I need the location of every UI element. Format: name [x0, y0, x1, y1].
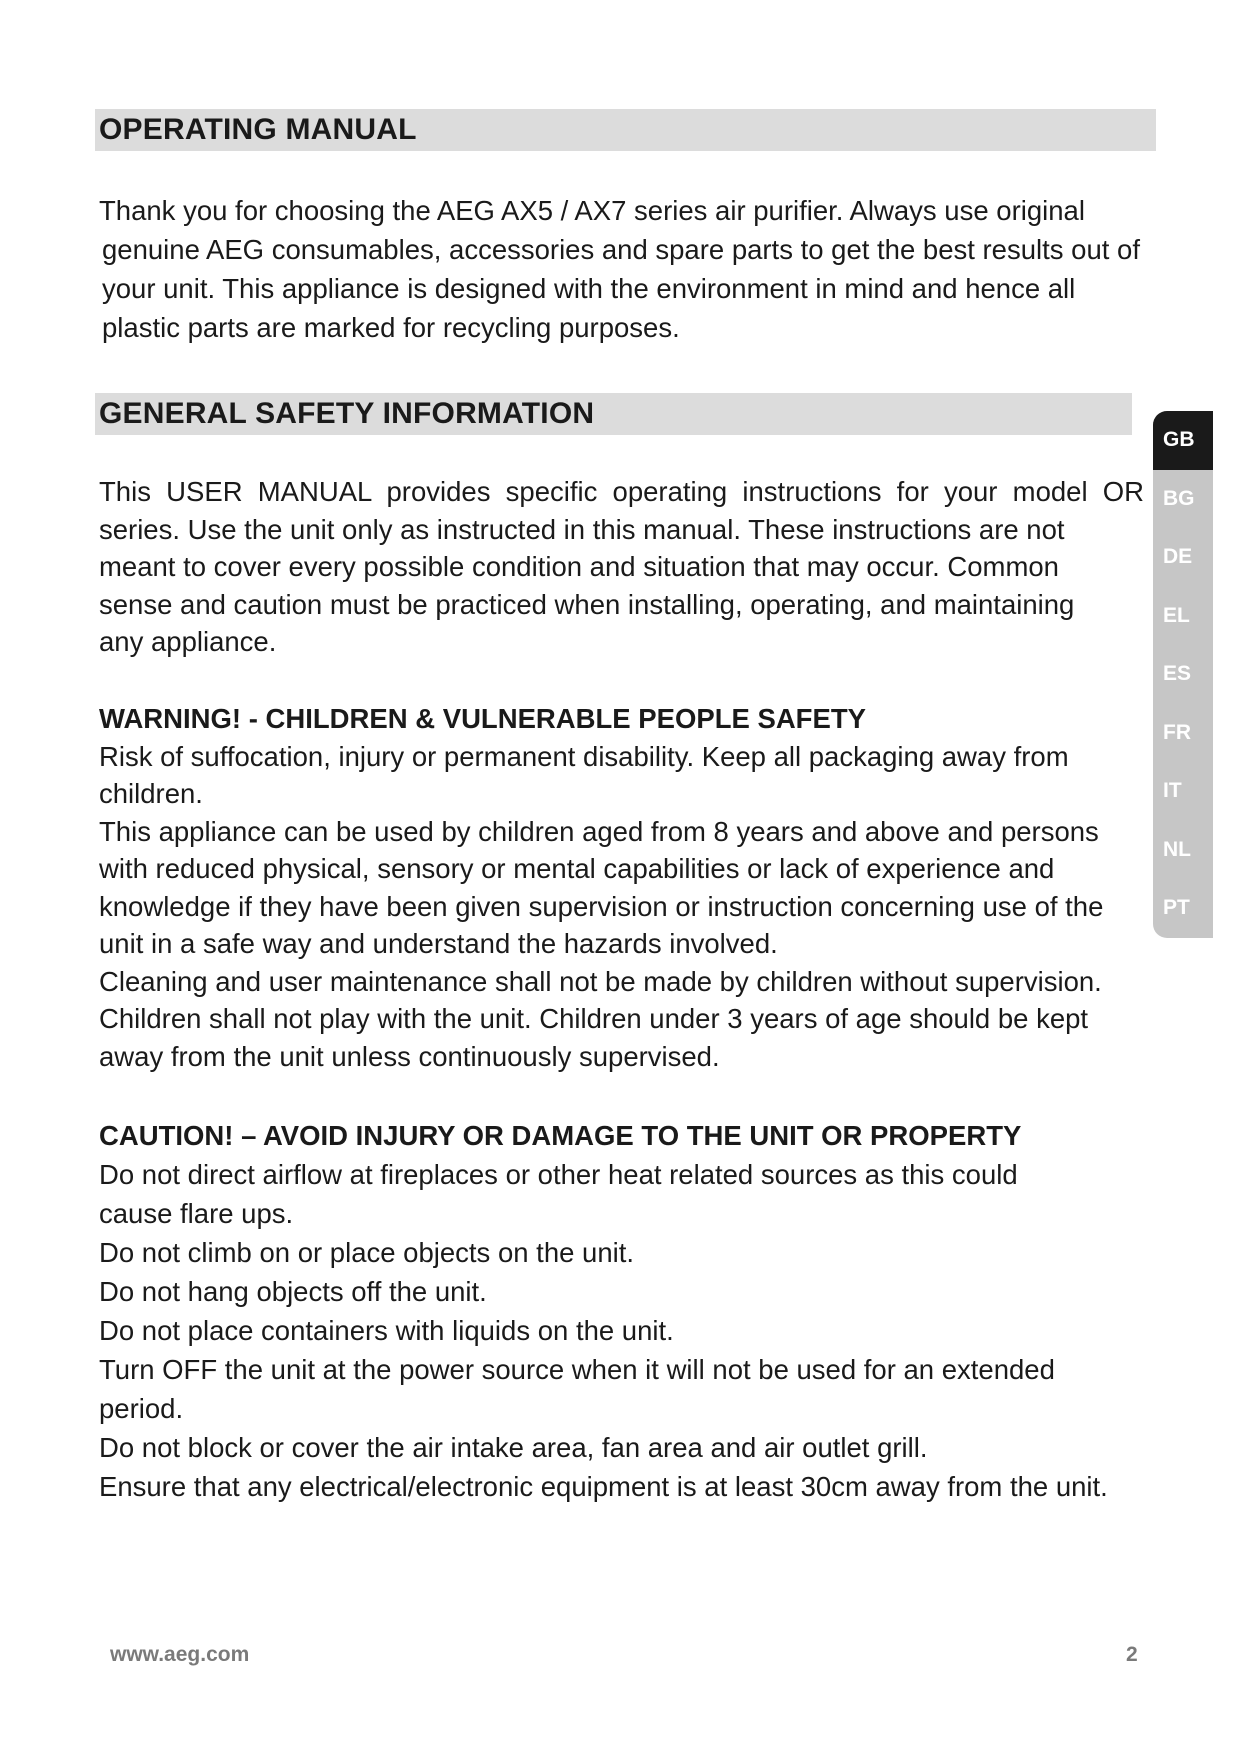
intro-paragraph — [99, 191, 1144, 347]
general-safety-title: GENERAL SAFETY INFORMATION — [99, 397, 595, 430]
text-line: Cleaning and user maintenance shall not be made by children without supervision. — [99, 965, 1102, 997]
operating-manual-heading-band — [95, 109, 1156, 151]
operating-manual-title: OPERATING MANUAL — [99, 113, 417, 146]
text-line: Turn OFF the unit at the power source when it will not be used for an extended — [99, 1354, 1055, 1385]
warning-section — [99, 700, 1144, 1075]
text-line: any appliance. — [99, 626, 277, 657]
text-line: Do not climb on or place objects on the unit. — [99, 1237, 635, 1268]
text-line: genuine AEG consumables, accessories and spare parts to get the best results out of — [102, 234, 1140, 265]
lang-tab-es[interactable]: ES — [1163, 662, 1192, 686]
lang-tab-bg[interactable]: BG — [1163, 486, 1195, 510]
lang-tab-gb[interactable]: GB — [1153, 411, 1213, 470]
text-line: cause flare ups. — [99, 1198, 294, 1229]
lang-tab-fr[interactable]: FR — [1163, 720, 1191, 744]
language-tabs — [1153, 411, 1213, 938]
text-line: series. Use the unit only as instructed in this manual. These instructions are not — [99, 513, 1065, 545]
lang-tab-de[interactable]: DE — [1163, 545, 1193, 569]
general-safety-heading-band — [95, 393, 1132, 435]
text-line: This USER MANUAL provides specific operating instructions for your model OR — [99, 476, 1144, 507]
text-line: Do not block or cover the air intake area, fan area and air outlet grill. — [99, 1432, 928, 1463]
text-line: meant to cover every possible condition and situation that may occur. Common — [99, 551, 1059, 582]
text-line: Do not direct airflow at fireplaces or other heat related sources as this could — [99, 1159, 1018, 1190]
text-line: Risk of suffocation, injury or permanent disability. Keep all packaging away from — [99, 740, 1069, 772]
text-line: plastic parts are marked for recycling purposes. — [102, 312, 680, 343]
caution-heading: CAUTION! – AVOID INJURY OR DAMAGE TO THE UNIT OR PROPERTY — [99, 1120, 1022, 1151]
lang-tab-pt[interactable]: PT — [1163, 896, 1190, 920]
text-line: Ensure that any electrical/electronic equipment is at least 30cm away from the unit. — [99, 1471, 1108, 1502]
text-line: This appliance can be used by children aged from 8 years and above and persons — [99, 815, 1099, 847]
page-number: 2 — [1126, 1643, 1138, 1666]
footer-url[interactable]: www.aeg.com — [110, 1643, 250, 1666]
text-line: away from the unit unless continuously supervised. — [99, 1040, 720, 1072]
text-line: Do not hang objects off the unit. — [99, 1276, 487, 1307]
text-line: unit in a safe way and understand the hazards involved. — [99, 928, 778, 959]
lang-tab-nl[interactable]: NL — [1163, 837, 1191, 861]
text-line: period. — [99, 1393, 184, 1424]
text-line: sense and caution must be practiced when installing, operating, and maintaining — [99, 588, 1075, 620]
text-line: Do not place containers with liquids on the unit. — [99, 1315, 674, 1346]
text-line: your unit. This appliance is designed with the environment in mind and hence all — [102, 273, 1076, 304]
lang-tab-it[interactable]: IT — [1163, 779, 1182, 803]
lang-tab-el[interactable]: EL — [1163, 603, 1190, 627]
text-line: Children shall not play with the unit. Children under 3 years of age should be kept — [99, 1003, 1089, 1034]
text-line: Thank you for choosing the AEG AX5 / AX7 series air purifier. Always use original — [99, 195, 1085, 226]
warning-heading: WARNING! - CHILDREN & VULNERABLE PEOPLE SAFETY — [99, 703, 866, 734]
text-line: children. — [99, 778, 203, 809]
text-line: with reduced physical, sensory or mental capabilities or lack of experience and — [99, 853, 1055, 884]
caution-section — [99, 1116, 1144, 1506]
general-safety-paragraph — [99, 473, 1144, 661]
text-line: knowledge if they have been given supervision or instruction concerning use of the — [99, 890, 1104, 922]
